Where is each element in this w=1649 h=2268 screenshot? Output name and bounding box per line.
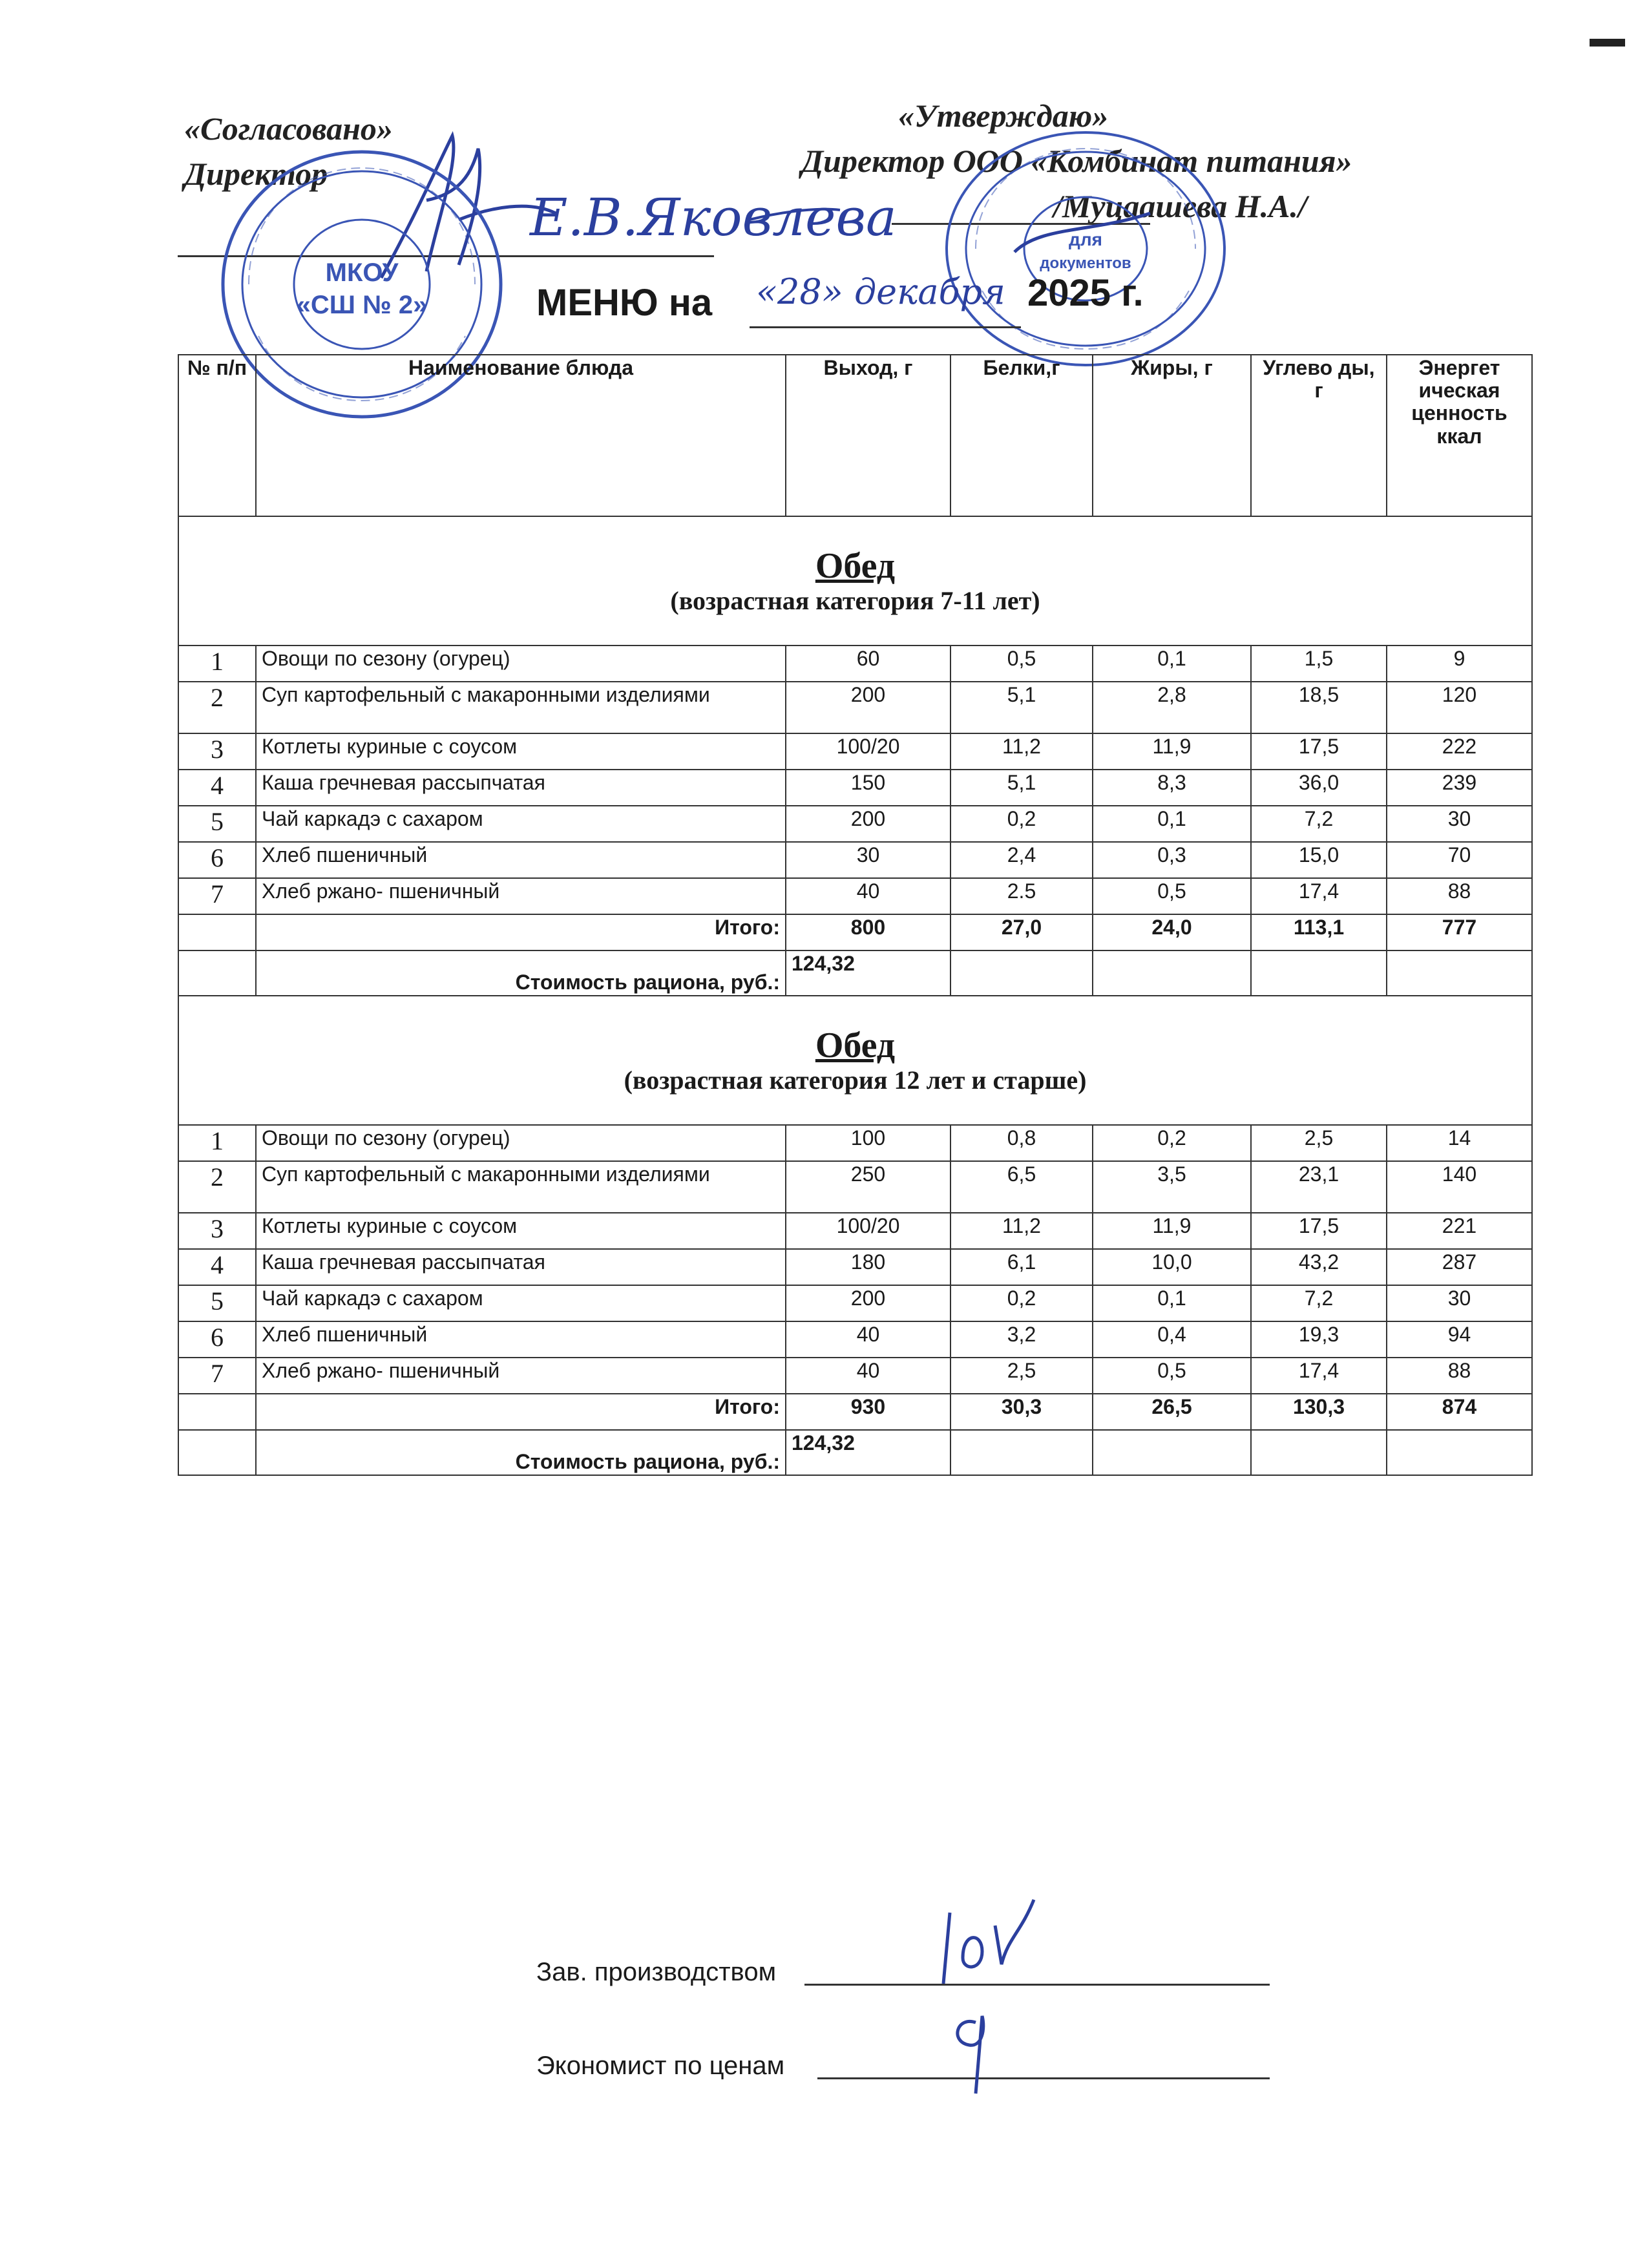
row-protein: 0,8: [951, 1125, 1093, 1161]
header-fat: Жиры, г: [1093, 355, 1251, 516]
company-stamp-line1: для: [1069, 229, 1102, 249]
row-output: 100/20: [786, 1213, 951, 1249]
row-output: 200: [786, 806, 951, 842]
row-number: 6: [178, 1321, 256, 1358]
row-fat: 0,2: [1093, 1125, 1251, 1161]
row-energy: 94: [1387, 1321, 1532, 1358]
row-output: 40: [786, 1321, 951, 1358]
menu-title-year: 2025 г.: [1027, 272, 1144, 314]
row-number: 5: [178, 806, 256, 842]
table-row: [178, 842, 1532, 878]
row-dish-name: Хлеб пшеничный: [256, 842, 786, 878]
table-row: [178, 878, 1532, 914]
table-row: [178, 1125, 1532, 1161]
total-empty-cell: [178, 914, 256, 950]
row-number: 7: [178, 1358, 256, 1394]
section-header-cell: [178, 996, 1532, 1125]
row-energy: 9: [1387, 646, 1532, 682]
table-row: [178, 1161, 1532, 1213]
header-protein: Белки,г: [951, 355, 1093, 516]
row-number: 1: [178, 1125, 256, 1161]
row-carbs: 7,2: [1251, 1285, 1387, 1321]
cost-empty-cell: [951, 1430, 1093, 1475]
approval-right-name: /Муцаашева Н.А./: [1053, 188, 1307, 224]
menu-table-body: [178, 355, 1532, 1475]
row-energy: 222: [1387, 733, 1532, 770]
row-dish-name: Овощи по сезону (огурец): [256, 1125, 786, 1161]
row-output: 30: [786, 842, 951, 878]
row-protein: 0,2: [951, 806, 1093, 842]
table-header-row: [178, 355, 1532, 516]
cost-label: Стоимость рациона, руб.:: [256, 1430, 786, 1475]
approval-right-title: «Утверждаю»: [898, 98, 1109, 134]
row-number: 5: [178, 1285, 256, 1321]
total-protein: 27,0: [951, 914, 1093, 950]
row-output: 100/20: [786, 733, 951, 770]
row-fat: 0,3: [1093, 842, 1251, 878]
row-energy: 30: [1387, 806, 1532, 842]
header-output: Выход, г: [786, 355, 951, 516]
header-dish-name: Наименование блюда: [256, 355, 786, 516]
row-fat: 0,5: [1093, 878, 1251, 914]
row-energy: 70: [1387, 842, 1532, 878]
row-carbs: 15,0: [1251, 842, 1387, 878]
header-energy: Энергет ическая ценность ккал: [1387, 355, 1532, 516]
table-row: [178, 1321, 1532, 1358]
row-energy: 221: [1387, 1213, 1532, 1249]
row-protein: 5,1: [951, 770, 1093, 806]
row-fat: 3,5: [1093, 1161, 1251, 1213]
row-carbs: 2,5: [1251, 1125, 1387, 1161]
row-carbs: 17,4: [1251, 1358, 1387, 1394]
section-header-row: [178, 516, 1532, 646]
section-title: Обед: [815, 546, 896, 587]
row-number: 2: [178, 682, 256, 733]
table-row: [178, 1249, 1532, 1285]
row-dish-name: Хлеб ржано- пшеничный: [256, 878, 786, 914]
total-fat: 24,0: [1093, 914, 1251, 950]
economist-line: [817, 2077, 1270, 2079]
row-protein: 2,5: [951, 1358, 1093, 1394]
total-row: [178, 914, 1532, 950]
row-protein: 2,4: [951, 842, 1093, 878]
row-protein: 11,2: [951, 733, 1093, 770]
total-empty-cell: [178, 1394, 256, 1430]
table-row: [178, 1358, 1532, 1394]
total-output: 800: [786, 914, 951, 950]
row-output: 250: [786, 1161, 951, 1213]
row-output: 60: [786, 646, 951, 682]
row-dish-name: Каша гречневая рассыпчатая: [256, 1249, 786, 1285]
production-label: Зав. производством: [536, 1958, 777, 1986]
table-row: [178, 682, 1532, 733]
row-dish-name: Чай каркадэ с сахаром: [256, 1285, 786, 1321]
row-fat: 8,3: [1093, 770, 1251, 806]
cost-empty-cell: [951, 950, 1093, 996]
section-header-row: [178, 996, 1532, 1125]
row-number: 3: [178, 733, 256, 770]
cost-empty-cell: [1093, 1430, 1251, 1475]
row-carbs: 7,2: [1251, 806, 1387, 842]
row-carbs: 18,5: [1251, 682, 1387, 733]
section-header-cell: [178, 516, 1532, 646]
row-protein: 3,2: [951, 1321, 1093, 1358]
menu-table: [178, 354, 1533, 1476]
row-dish-name: Хлеб пшеничный: [256, 1321, 786, 1358]
row-energy: 88: [1387, 1358, 1532, 1394]
cost-label: Стоимость рациона, руб.:: [256, 950, 786, 996]
row-fat: 10,0: [1093, 1249, 1251, 1285]
row-energy: 287: [1387, 1249, 1532, 1285]
row-fat: 0,4: [1093, 1321, 1251, 1358]
total-carbs: 113,1: [1251, 914, 1387, 950]
row-output: 40: [786, 878, 951, 914]
cost-empty-cell: [1251, 1430, 1387, 1475]
row-fat: 11,9: [1093, 1213, 1251, 1249]
row-dish-name: Котлеты куриные с соусом: [256, 1213, 786, 1249]
row-protein: 0,5: [951, 646, 1093, 682]
approval-right-role: Директор ООО «Комбинат питания»: [801, 143, 1352, 179]
section-subtitle: (возрастная категория 12 лет и старше): [624, 1065, 1087, 1095]
menu-date-line: [750, 326, 1021, 328]
row-carbs: 19,3: [1251, 1321, 1387, 1358]
approval-left-title: «Согласовано»: [184, 110, 393, 147]
company-stamp-line2: документов: [1040, 255, 1131, 272]
row-number: 6: [178, 842, 256, 878]
row-fat: 0,1: [1093, 806, 1251, 842]
total-row: [178, 1394, 1532, 1430]
row-energy: 88: [1387, 878, 1532, 914]
row-output: 180: [786, 1249, 951, 1285]
row-fat: 0,1: [1093, 646, 1251, 682]
row-dish-name: Каша гречневая рассыпчатая: [256, 770, 786, 806]
row-energy: 239: [1387, 770, 1532, 806]
left-signature-text: Е.В.Яковлева: [530, 187, 897, 247]
row-energy: 14: [1387, 1125, 1532, 1161]
cost-empty-cell: [1093, 950, 1251, 996]
row-dish-name: Суп картофельный с макаронными изделиями: [256, 682, 786, 733]
total-energy: 874: [1387, 1394, 1532, 1430]
row-energy: 120: [1387, 682, 1532, 733]
row-output: 200: [786, 1285, 951, 1321]
row-protein: 6,1: [951, 1249, 1093, 1285]
row-carbs: 17,5: [1251, 733, 1387, 770]
row-fat: 0,5: [1093, 1358, 1251, 1394]
row-dish-name: Котлеты куриные с соусом: [256, 733, 786, 770]
row-output: 40: [786, 1358, 951, 1394]
menu-date-hand: «28» декабря: [756, 271, 1005, 312]
cost-empty-cell: [178, 950, 256, 996]
table-row: [178, 1213, 1532, 1249]
row-number: 2: [178, 1161, 256, 1213]
header-number: № п/п: [178, 355, 256, 516]
row-number: 1: [178, 646, 256, 682]
stamp-center-line2: «СШ № 2»: [296, 291, 428, 319]
cost-row: [178, 950, 1532, 996]
table-row: [178, 806, 1532, 842]
total-label: Итого:: [256, 1394, 786, 1430]
row-carbs: 1,5: [1251, 646, 1387, 682]
table-row: [178, 1285, 1532, 1321]
approval-left-role: Директор: [184, 156, 328, 192]
row-dish-name: Хлеб ржано- пшеничный: [256, 1358, 786, 1394]
table-row: [178, 770, 1532, 806]
header-carbs: Углево ды, г: [1251, 355, 1387, 516]
row-dish-name: Суп картофельный с макаронными изделиями: [256, 1161, 786, 1213]
row-output: 150: [786, 770, 951, 806]
stamp-center-line1: МКОУ: [325, 258, 399, 287]
row-number: 7: [178, 878, 256, 914]
cost-row: [178, 1430, 1532, 1475]
row-protein: 2.5: [951, 878, 1093, 914]
cost-empty-cell: [1387, 950, 1532, 996]
total-output: 930: [786, 1394, 951, 1430]
row-protein: 0,2: [951, 1285, 1093, 1321]
row-carbs: 17,4: [1251, 878, 1387, 914]
row-number: 4: [178, 1249, 256, 1285]
row-carbs: 36,0: [1251, 770, 1387, 806]
row-protein: 11,2: [951, 1213, 1093, 1249]
total-energy: 777: [1387, 914, 1532, 950]
row-output: 100: [786, 1125, 951, 1161]
corner-mark: [1590, 39, 1625, 47]
cost-empty-cell: [1251, 950, 1387, 996]
total-protein: 30,3: [951, 1394, 1093, 1430]
section-subtitle: (возрастная категория 7-11 лет): [670, 585, 1040, 615]
cost-empty-cell: [178, 1430, 256, 1475]
cost-value: 124,32: [786, 1430, 951, 1475]
row-fat: 11,9: [1093, 733, 1251, 770]
row-fat: 0,1: [1093, 1285, 1251, 1321]
table-row: [178, 646, 1532, 682]
total-carbs: 130,3: [1251, 1394, 1387, 1430]
row-energy: 140: [1387, 1161, 1532, 1213]
menu-title-prefix: МЕНЮ на: [536, 282, 713, 324]
cost-empty-cell: [1387, 1430, 1532, 1475]
row-protein: 6,5: [951, 1161, 1093, 1213]
row-fat: 2,8: [1093, 682, 1251, 733]
row-carbs: 17,5: [1251, 1213, 1387, 1249]
company-stamp-icon: [937, 123, 1234, 375]
row-number: 3: [178, 1213, 256, 1249]
row-dish-name: Овощи по сезону (огурец): [256, 646, 786, 682]
row-protein: 5,1: [951, 682, 1093, 733]
row-dish-name: Чай каркадэ с сахаром: [256, 806, 786, 842]
row-carbs: 23,1: [1251, 1161, 1387, 1213]
economist-label: Экономист по ценам: [536, 2052, 785, 2080]
section-title: Обед: [815, 1025, 896, 1066]
economist-signature-icon: [930, 1997, 1008, 2100]
row-number: 4: [178, 770, 256, 806]
table-row: [178, 733, 1532, 770]
production-signature-icon: [924, 1887, 1053, 1990]
total-fat: 26,5: [1093, 1394, 1251, 1430]
total-label: Итого:: [256, 914, 786, 950]
row-energy: 30: [1387, 1285, 1532, 1321]
cost-value: 124,32: [786, 950, 951, 996]
row-carbs: 43,2: [1251, 1249, 1387, 1285]
row-output: 200: [786, 682, 951, 733]
